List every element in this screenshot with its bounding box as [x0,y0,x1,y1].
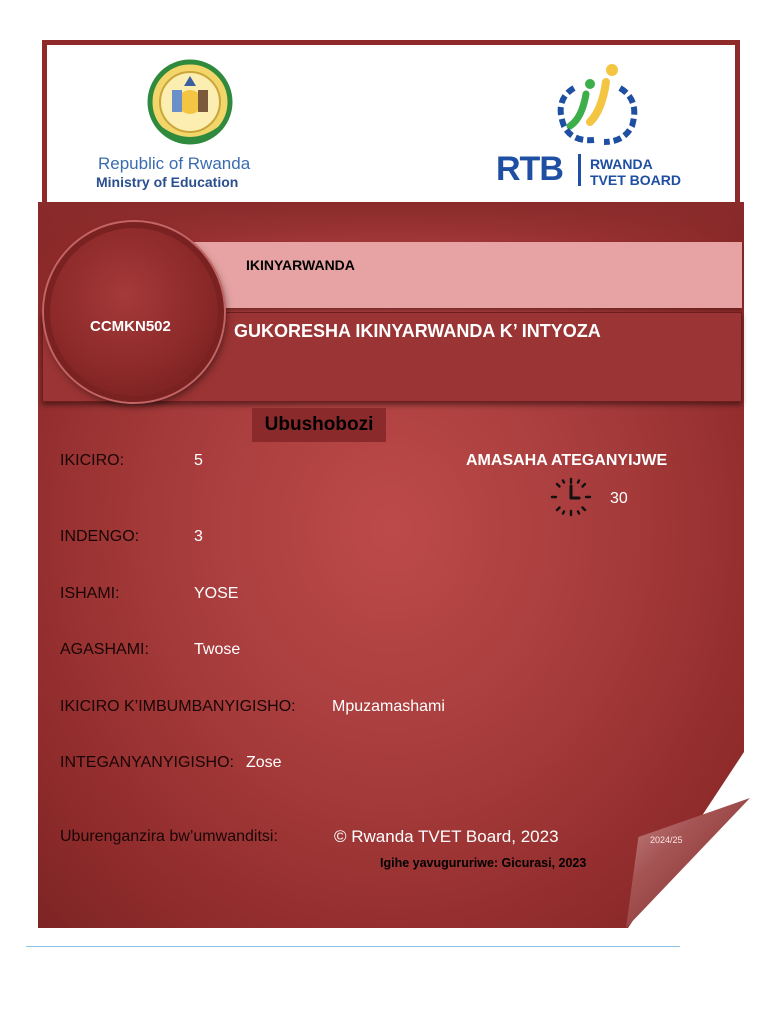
hours-value: 30 [610,490,628,507]
level-value: 5 [194,452,203,469]
sector-value: YOSE [194,585,239,602]
rtb-divider [578,154,581,186]
module-type-label: IKICIRO K’IMBUMBANYIGISHO: [60,698,296,715]
hours-label: AMASAHA ATEGANYIJWE [466,452,668,469]
subject-name: IKINYARWANDA [246,257,355,273]
competence-heading: Ubushobozi [252,408,386,442]
trade-value: Twose [194,641,241,658]
rtb-line-rwanda: RWANDA [590,156,653,172]
copyright-value: © Rwanda TVET Board, 2023 [334,827,559,846]
rtb-line-tvet-board: TVET BOARD [590,172,681,188]
revision-date: Igihe yavugururiwe: Gicurasi, 2023 [380,856,587,870]
curriculum-label: INTEGANYANYIGISHO: [60,754,234,771]
credits-value: 3 [194,528,203,545]
module-code: CCMKN502 [90,318,171,335]
sector-label: ISHAMI: [60,585,120,602]
clock-icon [548,476,594,518]
subject-band [190,242,742,308]
curriculum-value: Zose [246,754,282,771]
footer-rule [26,946,680,947]
module-type-value: Mpuzamashami [332,698,445,715]
module-code-circle [44,222,224,402]
level-label: IKICIRO: [60,452,125,469]
trade-label: AGASHAMI: [60,641,149,658]
rtb-acronym: RTB [496,150,563,188]
ministry-of-education-text: Ministry of Education [96,174,239,190]
credits-label: INDENGO: [60,528,140,545]
copyright-label: Uburenganzira bw’umwanditsi: [60,828,278,845]
academic-year: 2024/25 [650,835,683,845]
module-title: GUKORESHA IKINYARWANDA K’ INTYOZA [234,321,601,341]
republic-of-rwanda-text: Republic of Rwanda [98,154,251,173]
